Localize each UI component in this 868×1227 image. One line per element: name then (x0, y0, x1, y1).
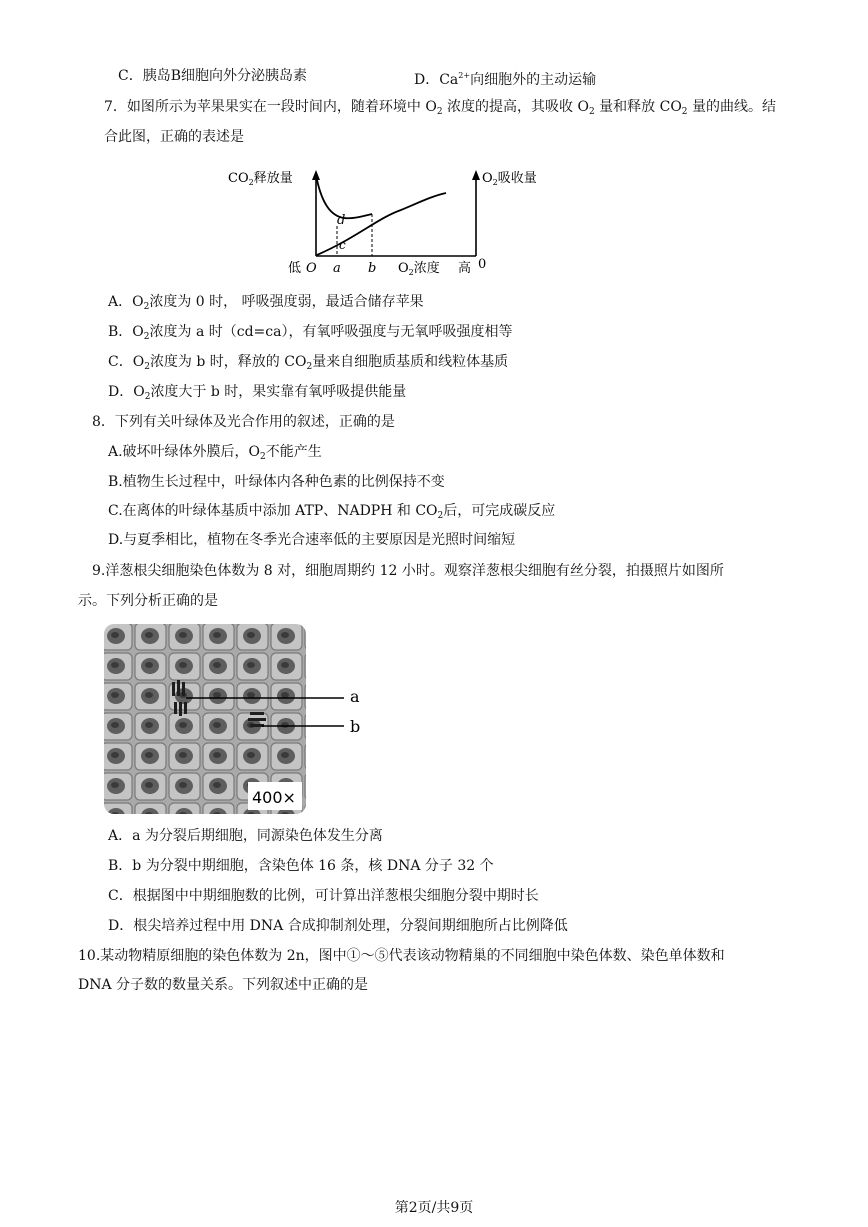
right-y-axis-arrow (472, 170, 480, 180)
q8-option-a: A.破坏叶绿体外膜后，$O_2$不能产生 (108, 444, 322, 462)
q7-option-a: A．$O_2$浓度为 0 时， 呼吸强度弱，最适合储存苹果 (108, 294, 424, 312)
q7-option-d: D．$O_2$浓度大于 b 时，果实靠有氧呼吸提供能量 (108, 384, 407, 402)
q6-option-c: C．胰岛B细胞向外分泌胰岛素 (118, 68, 307, 84)
q8-option-d: D.与夏季相比，植物在冬季光合速率低的主要原因是光照时间缩短 (108, 532, 516, 548)
q7-stem-continued: 合此图，正确的表述是 (104, 129, 244, 145)
q10-stem: 10.某动物精原细胞的染色体数为 2n，图中①～⑤代表该动物精巢的不同细胞中染色体数、染色单体数和 (78, 948, 725, 964)
q9-option-d: D．根尖培养过程中用 DNA 合成抑制剂处理，分裂间期细胞所占比例降低 (108, 918, 568, 934)
tick-b: b (368, 261, 377, 276)
q7-option-b: B．$O_2$浓度为 a 时（cd=ca），有氧呼吸强度与无氧呼吸强度相等 (108, 324, 513, 342)
q6-option-d: D．$Ca^{2+}$向细胞外的主动运输 (414, 71, 597, 88)
label-a: a (350, 687, 360, 706)
mark-c: c (339, 238, 346, 252)
q7-option-c: C．$O_2$浓度为 b 时，释放的 $CO_2$量来自细胞质基质和线粒体基质 (108, 354, 509, 372)
q10-stem-continued: DNA 分子数的数量关系。下列叙述中正确的是 (78, 977, 369, 993)
left-y-axis-arrow (312, 170, 320, 180)
label-low: 低 (288, 261, 302, 276)
q9-micrograph (100, 622, 380, 818)
q9-option-a: A．a 为分裂后期细胞，同源染色体发生分离 (108, 828, 383, 844)
q8-option-c: C.在离体的叶绿体基质中添加 ATP、NADPH 和 $CO_2$后，可完成碳反应 (108, 503, 556, 521)
right-origin: 0 (478, 257, 487, 272)
cell-b-chromosomes (248, 712, 266, 727)
y-left-label: $CO_2$释放量 (228, 171, 293, 187)
magnification-label: 400× (252, 788, 296, 807)
q8-stem: 8．下列有关叶绿体及光合作用的叙述，正确的是 (92, 414, 395, 430)
q9-option-b: B．b 为分裂中期细胞，含染色体 16 条，核 DNA 分子 32 个 (108, 858, 494, 874)
q7-stem: 7．如图所示为苹果果实在一段时间内，随着环境中 $O_2$ 浓度的提高，其吸收 $O_2$ 量和释放 $CO_2$ 量的曲线。结 (104, 99, 776, 117)
mark-d: d (337, 213, 346, 228)
tick-a: a (333, 261, 341, 276)
q9-stem: 9.洋葱根尖细胞染色体数为 8 对，细胞周期约 12 小时。观察洋葱根尖细胞有丝分裂，拍摄照片如图所 (92, 563, 724, 579)
label-b: b (350, 717, 361, 736)
label-origin: O (306, 261, 317, 276)
q9-stem-continued: 示。下列分析正确的是 (78, 593, 218, 609)
label-high: 高 (458, 261, 472, 276)
q7-respiration-graph (226, 168, 566, 280)
y-right-label: $O_2$吸收量 (482, 171, 537, 187)
page-footer: 第2页/共9页 (394, 1200, 474, 1216)
x-axis-label: $O_2$浓度 (398, 261, 440, 277)
q8-option-b: B.植物生长过程中，叶绿体内各种色素的比例保持不变 (108, 474, 445, 490)
q9-option-c: C．根据图中中期细胞数的比例，可计算出洋葱根尖细胞分裂中期时长 (108, 888, 539, 904)
